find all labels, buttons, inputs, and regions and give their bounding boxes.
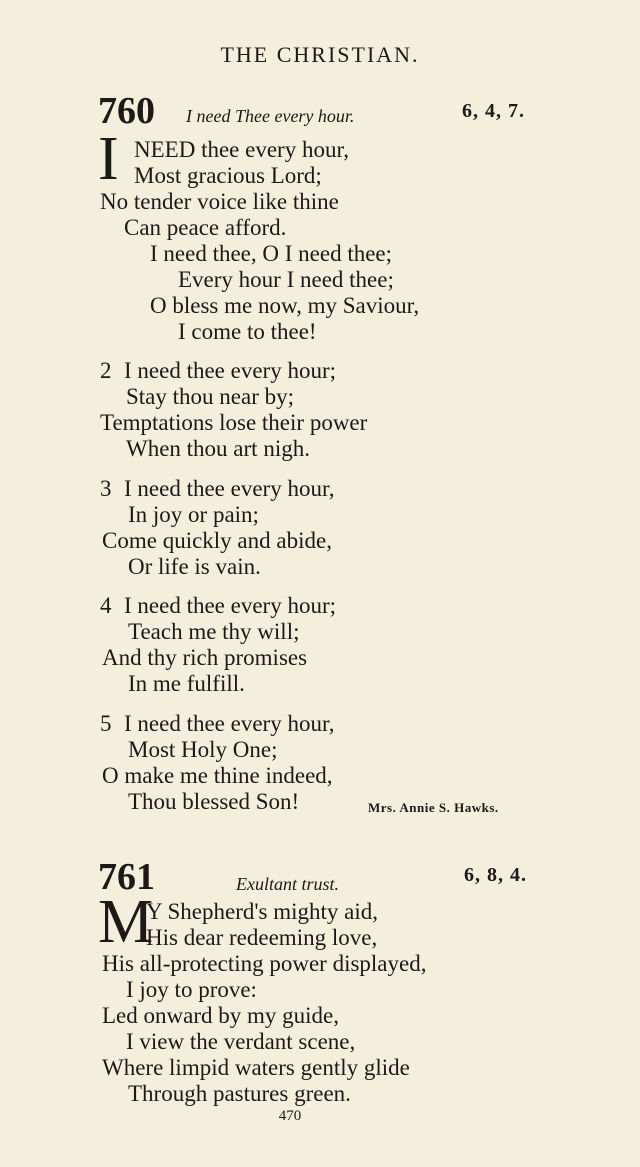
hymn-meter: 6, 4, 7. [462,100,525,122]
drop-cap-initial: I [98,125,119,193]
verse-line: Teach me thy will; [128,619,300,644]
hymn-760-header [0,92,640,142]
verse-line: 2 I need thee every hour; [100,358,337,383]
verse-line: Through pastures green. [128,1081,351,1106]
verse-line: Led onward by my guide, [102,1003,339,1028]
verse-line: Temptations lose their power [100,410,368,435]
verse-line: When thou art nigh. [126,436,310,461]
verse-line: His dear redeeming love, [146,925,378,950]
verse-line: Where limpid waters gently glide [102,1055,410,1080]
drop-cap-initial: M [98,888,154,956]
verse-line: No tender voice like thine [100,189,339,214]
verse-line: In me fulfill. [128,671,245,696]
verse-line: 3 I need thee every hour, [100,476,335,501]
page-number: 470 [278,1108,302,1124]
verse-line: I view the verdant scene, [126,1029,356,1054]
verse-line: Y Shepherd's mighty aid, [146,899,378,924]
verse-line: 5 I need thee every hour, [100,711,335,736]
verse-number: 5 [100,711,112,736]
hymn-meter: 6, 8, 4. [464,864,527,886]
hymn-author: Mrs. Annie S. Hawks. [368,800,499,815]
verse-line: And thy rich promises [102,645,308,670]
verse-line: In joy or pain; [128,502,259,527]
refrain-line: I come to thee! [178,319,317,344]
verse-line: Or life is vain. [128,554,261,579]
verse-line: Most Holy One; [128,737,278,762]
hymn-title: I need Thee every hour. [186,106,355,126]
verse-line: Stay thou near by; [126,384,294,409]
verse-line: NEED thee every hour, [134,137,349,162]
verse-line: O make me thine indeed, [102,763,333,788]
verse-line: Come quickly and abide, [102,528,332,553]
verse-number: 4 [100,593,112,618]
refrain-line: Every hour I need thee; [178,267,394,292]
verse-line: His all-protecting power displayed, [102,951,427,976]
refrain-line: I need thee, O I need thee; [150,241,393,266]
running-head: THE CHRISTIAN. [220,42,420,67]
verse-number: 2 [100,358,112,383]
hymn-number: 761 [98,856,155,898]
verse-line: 4 I need thee every hour; [100,593,337,618]
hymn-title: Exultant trust. [236,874,339,894]
verse-line: I joy to prove: [126,977,257,1002]
verse-line: Most gracious Lord; [134,163,322,188]
hymn-number: 760 [98,90,155,132]
verse-line: Thou blessed Son! [128,789,300,814]
refrain-line: O bless me now, my Saviour, [150,293,420,318]
verse-line: Can peace afford. [124,215,287,240]
verse-number: 3 [100,476,112,501]
